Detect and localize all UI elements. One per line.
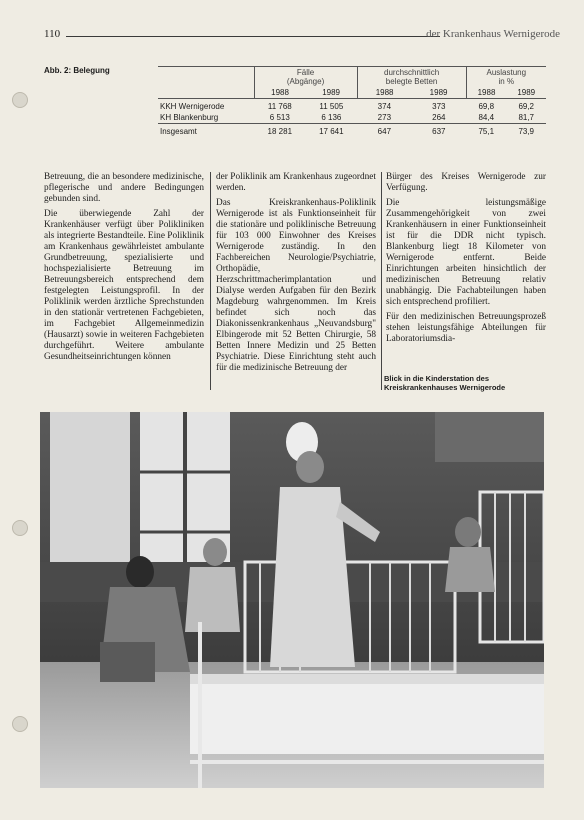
- paragraph: Die leistungsmäßige Zusammengehörigkeit von zwei Krankenhäusern in einer Funktionseinheit ist für die DDR nicht typisch. Blankenburg liegt 18 Kilometer von Wernigerode entfernt. Beide Einrichtungen arbeiten hinsichtlich der medizinischen Betreuung relativ unabhängig. Die Fachabteilungen haben sich entsprechend profiliert.: [386, 198, 546, 307]
- table-cell: 11 505: [319, 102, 344, 111]
- running-header: [44, 28, 560, 42]
- table-cell: 69,2: [518, 102, 535, 111]
- paragraph: Das Kreiskrankenhaus-Poliklinik Wernigerode ist als Funktionseinheit für die stationäre und poliklinische Betreuung für 103 000 Einwohner des Kreises Wernigerode zuständig. In den Fachbereichen Neurologie/Psychiatrie, Orthopädie, Herzschrittmacherimplantation und Dialyse werden Aufgaben für den Bezirk Magdeburg wahrgenommen. Im Kreis befindet sich noch das Diakonissenkrankenhaus „Neuvandsburg" Elbingerode mit 52 Betten Chirurgie, 58 Betten Innere Medizin und 25 Betten Psychiatrie. Diese Einrichtung steht auch für die medizinische Betreuung der: [216, 198, 376, 373]
- text-column-3: [386, 172, 546, 349]
- photo-caption: Blick in die Kinderstation des Kreiskrankenhauses Wernigerode: [384, 374, 506, 392]
- table-cell: 81,7: [518, 113, 535, 122]
- punch-hole: [12, 716, 28, 732]
- table-cell: 264: [432, 113, 446, 122]
- paragraph: Bürger des Kreises Wernigerode zur Verfügung.: [386, 172, 546, 193]
- table-cell: 273: [377, 113, 392, 122]
- year-header: 1989: [506, 87, 546, 99]
- column-divider: [381, 172, 382, 390]
- text-column-2: [216, 172, 376, 378]
- table-cell: 69,8: [478, 102, 495, 111]
- page-number: 110: [44, 28, 61, 40]
- row-label: KKH Wernigerode: [160, 102, 225, 111]
- year-header: 1988: [466, 87, 506, 99]
- table-cell: 73,9: [506, 124, 546, 138]
- running-title: der Krankenhaus Wernigerode: [426, 28, 560, 40]
- year-header: 1989: [412, 87, 466, 99]
- ward-photo: [40, 412, 544, 788]
- paragraph: Betreuung, die an besondere medizinische, pflegerische und andere Bedingungen gebunden sind.: [44, 172, 204, 204]
- punch-hole: [12, 520, 28, 536]
- table-cell: 637: [412, 124, 466, 138]
- year-header: 1989: [306, 87, 358, 99]
- column-group-header: durchschnittlich belegte Betten: [357, 67, 466, 88]
- row-label: Insgesamt: [158, 124, 254, 138]
- table-cell: 373: [432, 102, 446, 111]
- table-cell: 11 768: [267, 102, 292, 111]
- row-label: KH Blankenburg: [160, 113, 219, 122]
- year-header: 1988: [357, 87, 411, 99]
- table-cell: 17 641: [306, 124, 358, 138]
- paragraph: Für den medizinischen Betreuungsprozeß stehen leistungsfähige Abteilungen für Laboratoriumsdia-: [386, 312, 546, 344]
- table-cell: 6 513: [269, 113, 290, 122]
- ward-photo-graphic: [40, 412, 544, 788]
- table-total-row: [158, 124, 546, 138]
- table-row: [158, 112, 546, 124]
- table-cell: 75,1: [466, 124, 506, 138]
- year-header: 1988: [254, 87, 306, 99]
- table-caption: Abb. 2: Belegung: [44, 66, 110, 75]
- table-cell: 18 281: [254, 124, 306, 138]
- table-cell: 374: [377, 102, 392, 111]
- table-cell: 647: [357, 124, 411, 138]
- header-rule: [66, 36, 440, 37]
- column-divider: [210, 172, 211, 390]
- punch-hole: [12, 92, 28, 108]
- paragraph: der Poliklinik am Krankenhaus zugeordnet werden.: [216, 172, 376, 193]
- table-row: [158, 99, 546, 113]
- column-group-header: Fälle (Abgänge): [254, 67, 357, 88]
- table-cell: 6 136: [321, 113, 342, 122]
- paragraph: Die überwiegende Zahl der Krankenhäuser verfügt über Polikliniken als integrierte Bestandteile. Eine Poliklinik am Krankenhaus gewährleistet ambulante Grundbetreuung, spezialisierte und hochspezialisierte Betreuung im Betreuungsbereich entsprechend dem festgelegten Leistungsprofil. In der Poliklinik werden ärztliche Sprechstunden in den stationär vertretenen Fachgebieten, im Fachgebiet Allgemeinmedizin (Hausarzt) sowie in weiteren Fachgebieten durchgeführt. Weitere ambulante Gesundheitseinrichtungen können: [44, 209, 204, 362]
- text-column-1: [44, 172, 204, 367]
- occupancy-table: [158, 66, 546, 137]
- column-group-header: Auslastung in %: [466, 67, 546, 88]
- table-cell: 84,4: [478, 113, 495, 122]
